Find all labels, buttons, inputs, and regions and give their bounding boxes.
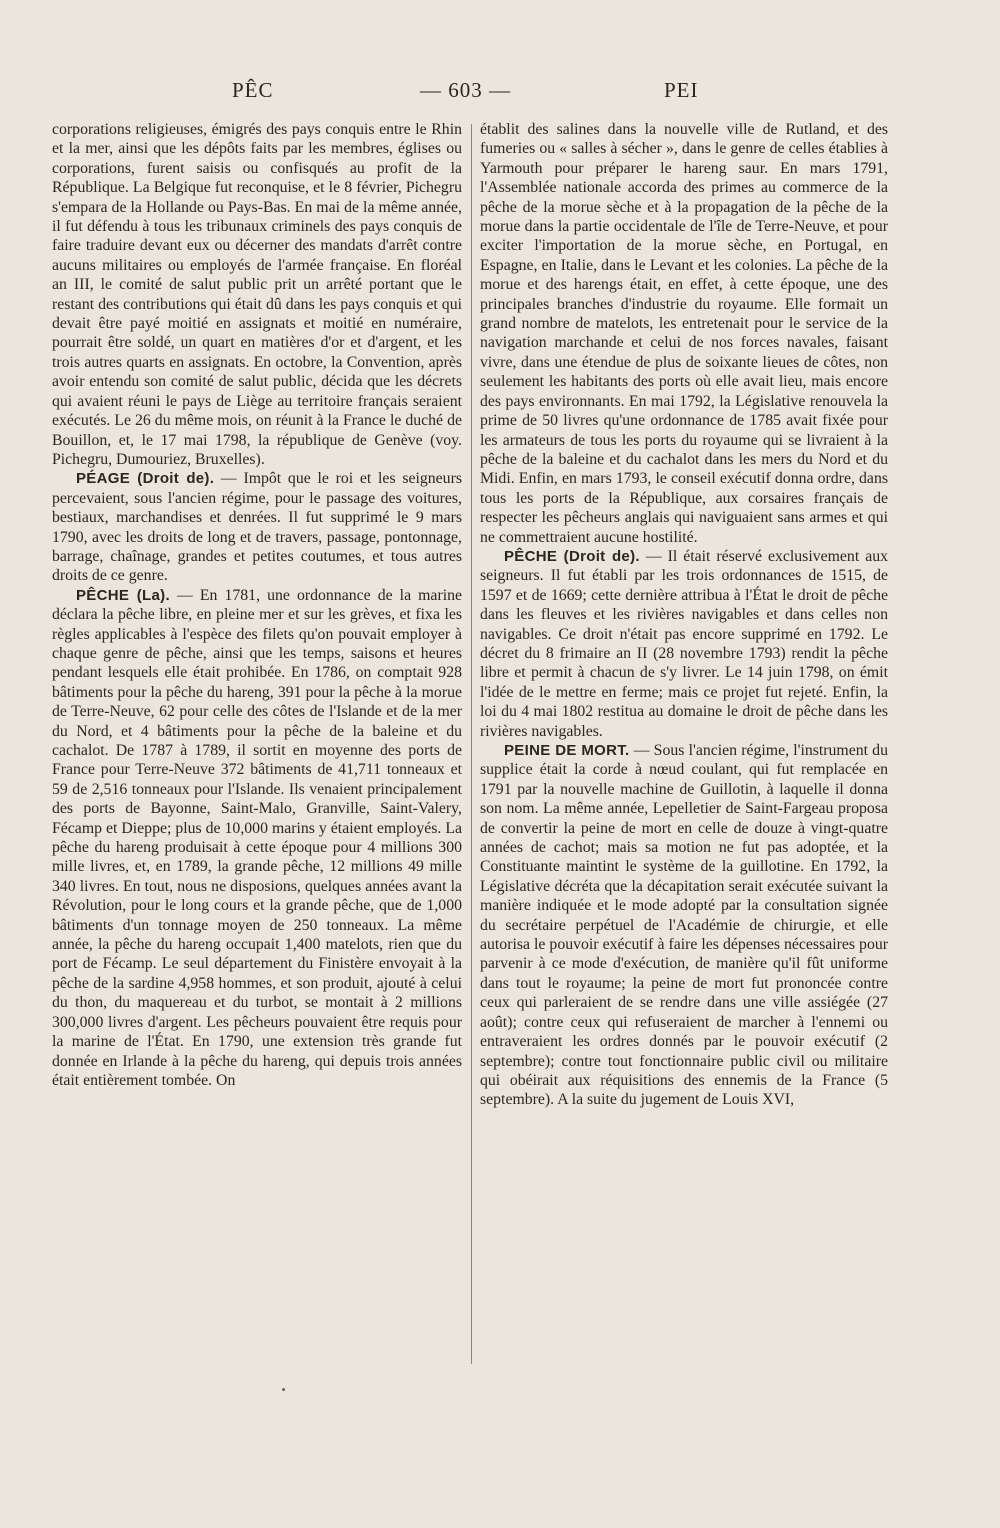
left-column [52, 120, 462, 1090]
entry-peche-droit [480, 547, 888, 741]
paragraph [480, 120, 888, 547]
entry-text: — Sous l'ancien régime, l'instrument du supplice était la corde à nœud coulant, qui fut remplacée en 1791 par la nouvelle machine de Guillotin, à laquelle il donna son nom. La même année, Lepelletier de Saint-Fargeau proposa de convertir la peine de mort en celle de douze à vingt-quatre années de cachot; mais sa motion ne fut pas adoptée, et la Constituante maintint le système de la guillotine. En 1792, la Législative décréta que la décapitation serait exécutée suivant la manière indiquée et le mode adopté par la consultation signée du secrétaire perpétuel de l'Académie de chirurgie, et elle autorisa le pouvoir exécutif à faire les dépenses nécessaires pour parvenir à ce mode d'exécution, de manière qu'il fût uniforme dans tout le royaume; la peine de mort fut prononcée contre ceux qui parleraient de se rendre dans une ville assiégée (27 août); contre ceux qui refuseraient de marcher à l'ennemi ou entraveraient les ordres donnés par le pouvoir exécutif (2 septembre); contre tout fonctionnaire public civil ou militaire qui obéirait aux réquisitions des ennemis de la France (5 septembre). A la suite du jugement de Louis XVI, [480, 742, 888, 1109]
running-header [0, 78, 1000, 108]
entry-peage [52, 469, 462, 585]
paragraph-text: corporations religieuses, émigrés des pays conquis entre le Rhin et la mer, ainsi que les dépôts faits par les membres, églises ou corporations, furent saisis ou confisqués au profit de la République. La Belgique fut reconquise, et le 8 février, Pichegru s'empara de la Hollande ou Pays-Bas. En mai de la même année, il fut défendu à tous les tribunaux criminels des pays conquis de faire traduire devant eux ou décerner des mandats d'arrêt contre aucuns militaires ou employés de l'armée française. En floréal an III, le comité de salut public prit un arrêté portant que le restant des contributions qui était dû dans les pays conquis et qui devait être payé moitié en assignats et moitié en numéraire, pourrait être soldé, un quart en matières d'or et d'argent, et les trois autres quarts en assignats. En octobre, la Convention, après avoir entendu son comité de salut public, décida que les décrets qui avaient réuni le pays de Liège au territoire français seraient exécutés. Le 26 du même mois, on réunit à la France le duché de Bouillon, et, le 17 mai 1798, la république de Genève (voy. Pichegru, Dumouriez, Bruxelles). [52, 121, 462, 468]
entry-heading: PEINE DE MORT. [504, 742, 630, 759]
entry-peine-de-mort [480, 741, 888, 1110]
paragraph-text: établit des salines dans la nouvelle ville de Rutland, et des fumeries ou « salles à sécher », dans le genre de celles établies à Yarmouth pour préparer le hareng saur. En mars 1791, l'Assemblée nationale accorda des primes au commerce de la pêche de la morue sèche et à la propagation de la pêche de la morue dans la partie occidentale de l'île de Terre-Neuve, et pour exciter l'importation de la morue sèche, en Portugal, en Espagne, en Italie, dans le Levant et les colonies. La pêche de la morue et des harengs était, en effet, à cette époque, une des principales branches d'industrie du royaume. Elle formait un grand nombre de matelots, les entretenait pour le service de la navigation marchande et celui de nos forces navales, faisant vivre, dans une étendue de plus de soixante lieues de côtes, non seulement les habitants des ports où elle avait lieu, mais encore des pays environnants. En mai 1792, la Législative renouvela la prime de 50 livres qu'une ordonnance de 1785 avait fixée pour les armateurs de tous les ports du royaume qui se livraient à la pêche de la baleine et du cachalot dans les mers du Nord et du Midi. Enfin, en mars 1793, le conseil exécutif donna ordre, dans tous les ports de la République, aux corsaires français de respecter les pêcheurs anglais qui naviguaient sans armes et qui ne commettraient aucune hostilité. [480, 121, 888, 546]
print-speck [282, 1388, 285, 1391]
entry-heading: PÉAGE (Droit de). [76, 470, 215, 488]
page-number: — 603 — [420, 78, 511, 102]
entry-text: — En 1781, une ordonnance de la marine déclara la pêche libre, en pleine mer et sur les grèves, et fixa les règles applicables à l'espèce des filets qu'on pouvait employer à chaque genre de pêche, ainsi que les temps, saisons et heures pendant lesquels elle était prohibée. En 1786, on comptait 928 bâtiments pour la pêche du hareng, 391 pour la pêche à la morue de Terre-Neuve, 62 pour celle des côtes de l'Islande et de la mer du Nord, et 4 bâtiments pour la pêche de la baleine et du cachalot. De 1787 à 1789, il sortit en moyenne des ports de France pour Terre-Neuve 372 bâtiments de 41,711 tonneaux et 59 de 2,516 tonneaux pour l'Islande. Ils venaient principalement des ports de Bayonne, Saint-Malo, Granville, Saint-Valery, Fécamp et Dieppe; plus de 10,000 marins y étaient employés. La pêche du hareng produisait à cette époque pour 4 millions 300 mille livres, et, en 1789, la grande pêche, 12 millions 49 mille 340 livres. En tout, nous ne disposions, quelques années avant la Révolution, pour le long cours et la grande pêche, que de 1,000 bâtiments d'un tonnage moyen de 250 tonneaux. La même année, la pêche du hareng occupait 1,400 matelots, rien que du port de Fécamp. Le seul département du Finistère envoyait à la pêche de la sardine 4,958 hommes, et son produit, ajouté à celui du thon, du maquereau et du turbot, se montait à 2 millions 300,000 livres d'argent. Les pêcheurs pouvaient être requis pour la marine de l'État. En 1790, une extension très grande fut donnée en Irlande à la pêche du hareng, qui depuis trois années était entièrement tombée. On [52, 586, 462, 1089]
header-right-guideword: PEI [664, 78, 699, 102]
entry-heading: PÊCHE (La). [76, 586, 170, 604]
entry-heading: PÊCHE (Droit de). [504, 547, 640, 565]
entry-peche-la [52, 586, 462, 1091]
header-left-guideword: PÊC [232, 78, 274, 102]
entry-text: — Il était réservé exclusivement aux seigneurs. Il fut établi par les trois ordonnances de 1515, de 1597 et de 1669; cette dernière attribua à l'État le droit de pêche dans les fleuves et les rivières navigables et dans celles non navigables. Ce droit n'était pas encore supprimé en 1792. Le décret du 8 frimaire an II (28 novembre 1793) rendit la pêche libre et permit à chacun de s'y livrer. Le 14 juin 1798, on émit l'idée de le mettre en ferme; mais ce projet fut rejeté. Enfin, la loi du 4 mai 1802 restitua au domaine le droit de pêche dans les rivières navigables. [480, 547, 889, 740]
right-column [480, 120, 888, 1110]
paragraph [52, 120, 462, 469]
entry-text: — Impôt que le roi et les seigneurs percevaient, sous l'ancien régime, pour le passage des voitures, bestiaux, marchandises et denrées. Il fut supprimé le 9 mars 1790, avec les droits de long et de travers, passage, pontonnage, barrage, chaînage, grandes et petites coutumes, et tous autres droits de ce genre. [52, 470, 462, 585]
column-divider [471, 124, 472, 1364]
